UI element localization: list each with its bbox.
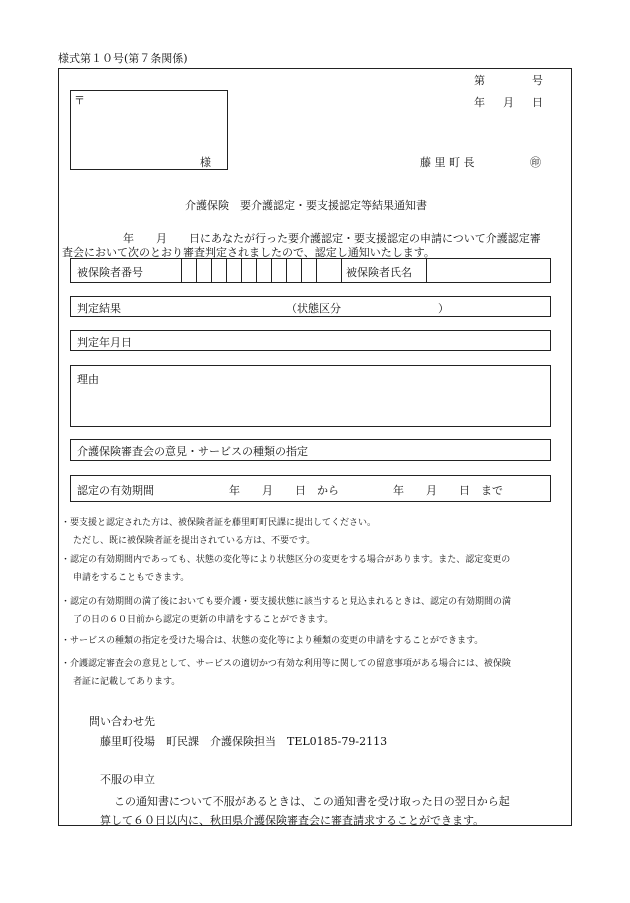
issuer-name: 藤 里 町 長 — [420, 156, 475, 169]
digit-cell — [316, 259, 331, 282]
recipient-honorific: 様 — [200, 156, 211, 169]
name-label-cell — [341, 259, 426, 282]
reason-box — [70, 365, 551, 427]
contact-heading: 問い合わせ先 — [89, 715, 155, 728]
issuer-seal: ㊞ — [530, 156, 541, 169]
care-level-label: （状態区分 — [286, 302, 341, 315]
digit-cell — [241, 259, 256, 282]
number-suffix: 号 — [532, 74, 543, 87]
digit-cell — [271, 259, 286, 282]
reason-label: 理由 — [77, 373, 99, 386]
appeal-line-2: 算して６０日以内に、秋田県介護保険審査会に審査請求することができます。 — [100, 814, 485, 827]
validity-from: 年 月 日 から — [229, 484, 339, 497]
digit-cell — [196, 259, 211, 282]
validity-row — [70, 475, 551, 502]
note-line: ・認定の有効期間の満了後においても要介護・要支援状態に該当すると見込まれるときは、認定の有効期間の満 — [61, 597, 512, 607]
care-level-close: ） — [438, 302, 449, 315]
note-line: 了の日の６０日前から認定の更新の申請をすることができます。 — [73, 615, 334, 625]
appeal-line-1: この通知書について不服があるときは、この通知書を受け取った日の翌日から起 — [114, 795, 510, 808]
postal-mark: 〒 — [74, 94, 85, 107]
digit-cell — [181, 259, 196, 282]
digit-cell — [256, 259, 271, 282]
note-line: ・要支援と認定された方は、被保険者証を藤里町町民課に提出してください。 — [61, 518, 377, 528]
judgment-date-label: 判定年月日 — [77, 336, 132, 349]
digit-cell — [286, 259, 301, 282]
digit-cell — [301, 259, 316, 282]
digit-cell — [211, 259, 226, 282]
note-line: ただし、既に被保険者証を提出されている方は、不要です。 — [73, 536, 316, 546]
note-line: ・サービスの種類の指定を受けた場合は、状態の変化等により種類の変更の申請をすることができます。 — [61, 636, 484, 646]
contact-detail: 藤里町役場 町民課 介護保険担当 TEL0185-79-2113 — [100, 735, 388, 748]
insured-name-label: 被保険者氏名 — [346, 266, 412, 279]
document-title: 介護保険 要介護認定・要支援認定等結果通知書 — [185, 199, 427, 212]
insured-info-row — [70, 258, 551, 283]
note-line: ・認定の有効期間内であっても、状態の変化等により状態区分の変更をする場合があります。また、認定変更の — [61, 555, 511, 565]
validity-to: 年 月 日 まで — [393, 484, 503, 497]
note-line: ・介護認定審査会の意見として、サービスの適切かつ有効な利用等に関しての留意事項がある場合には、被保険 — [61, 659, 511, 669]
appeal-heading: 不服の申立 — [100, 773, 155, 786]
insured-name-value — [426, 259, 427, 282]
opinion-row — [70, 439, 551, 461]
note-line: 者証に記載してあります。 — [73, 677, 181, 687]
judgment-date-row — [70, 330, 551, 351]
note-line: 申請をすることもできます。 — [73, 573, 190, 583]
opinion-label: 介護保険審査会の意見・サービスの種類の指定 — [77, 445, 308, 458]
digit-cell — [226, 259, 241, 282]
number-label: 第 — [474, 74, 485, 87]
intro-line-2: 査会において次のとおり審査判定されましたので、認定し通知いたします。 — [62, 246, 435, 259]
date-day: 日 — [532, 96, 543, 109]
intro-line-1: 年 月 日にあなたが行った要介護認定・要支援認定の申請について介護認定審 — [123, 232, 541, 245]
insured-number-label: 被保険者番号 — [77, 266, 143, 279]
validity-label: 認定の有効期間 — [77, 484, 154, 497]
date-month: 月 — [503, 96, 514, 109]
form-number: 様式第１０号(第７条関係) — [58, 52, 188, 65]
date-year: 年 — [474, 96, 485, 109]
result-row — [70, 296, 551, 317]
result-label: 判定結果 — [77, 302, 121, 315]
